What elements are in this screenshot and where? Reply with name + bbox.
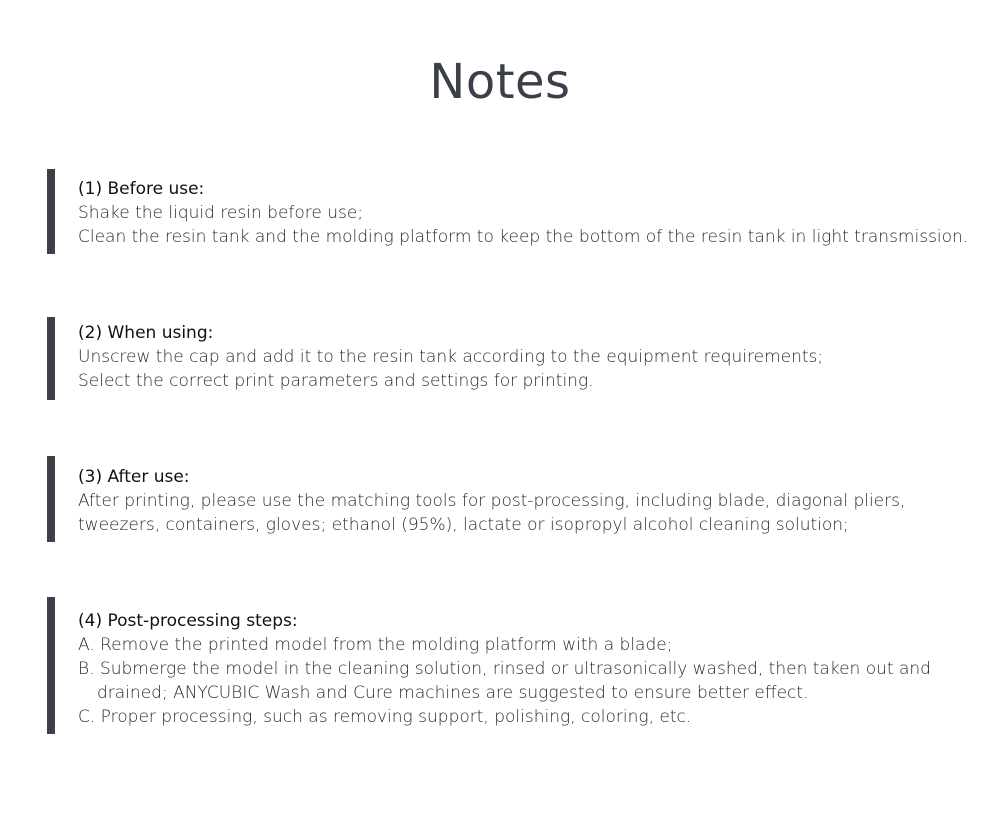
note-section-post-processing <box>47 597 977 734</box>
note-line: Select the correct print parameters and settings for printing. <box>78 371 594 391</box>
page-title: Notes <box>429 54 571 110</box>
section-heading: (1) Before use: <box>78 179 205 199</box>
note-line: Shake the liquid resin before use; <box>78 203 364 223</box>
note-line: After printing, please use the matching tools for post-processing, including blade, diagonal pliers, <box>78 491 906 511</box>
note-section-when-using <box>47 317 977 400</box>
step-item-b: B. Submerge the model in the cleaning solution, rinsed or ultrasonically washed, then taken out and drained; ANYCUBIC Wash and Cure machines are suggested to ensure better effect. <box>78 659 931 703</box>
section-heading: (4) Post-processing steps: <box>78 611 298 631</box>
step-item-c: C. Proper processing, such as removing support, polishing, coloring, etc. <box>78 707 692 727</box>
section-heading: (2) When using: <box>78 323 214 343</box>
note-line: tweezers, containers, gloves; ethanol (95%), lactate or isopropyl alcohol cleaning solution; <box>78 515 849 535</box>
note-section-after-use <box>47 456 977 542</box>
note-line: Unscrew the cap and add it to the resin tank according to the equipment requirements; <box>78 347 824 367</box>
note-section-before-use <box>47 169 977 254</box>
section-heading: (3) After use: <box>78 467 190 487</box>
note-line: Clean the resin tank and the molding platform to keep the bottom of the resin tank in light transmission. <box>78 227 969 247</box>
step-item-a: A. Remove the printed model from the molding platform with a blade; <box>78 635 673 655</box>
